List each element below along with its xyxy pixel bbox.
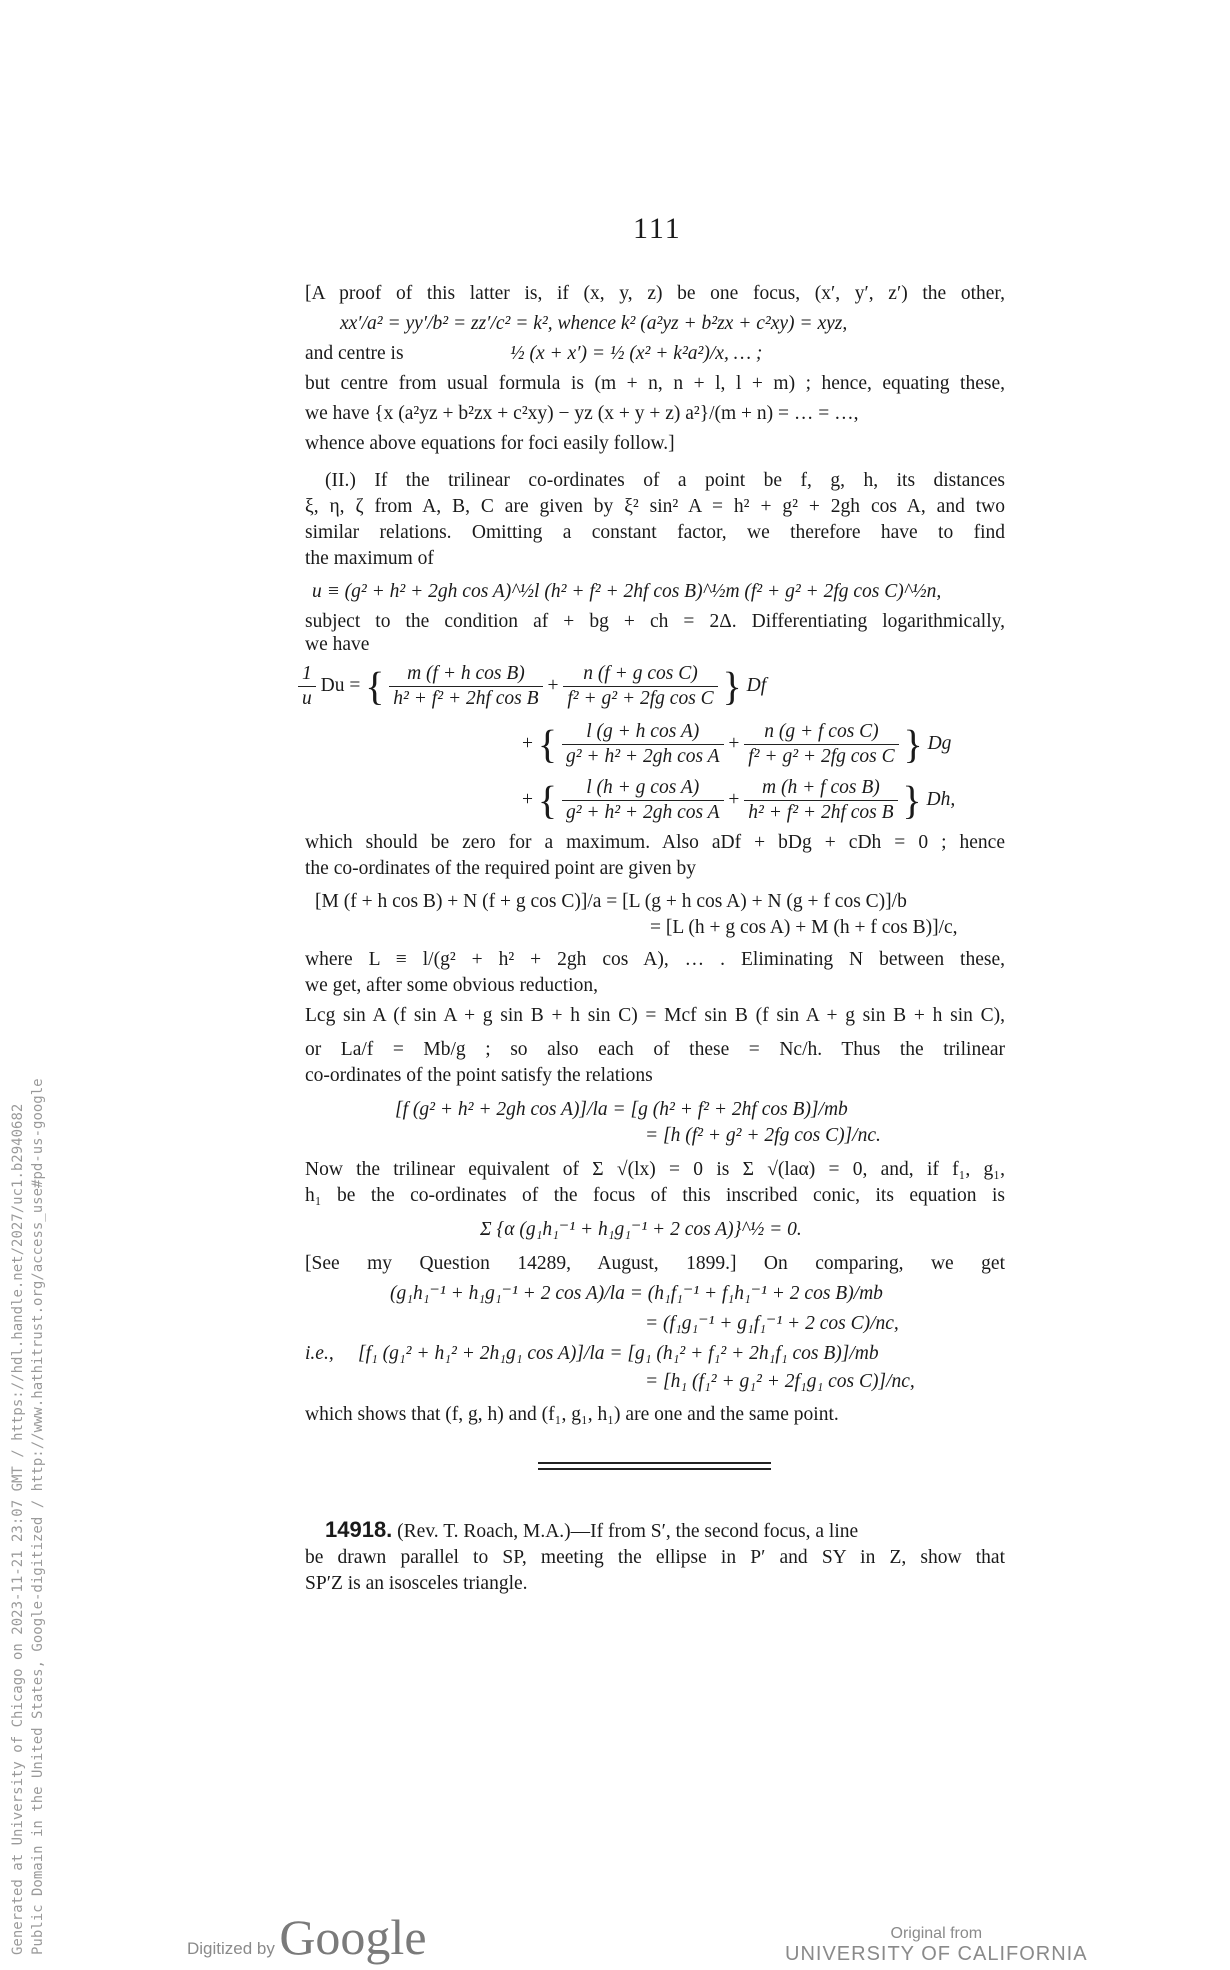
after-line-15: [See my Question 14289, August, 1899.] On comparing, we get — [305, 1253, 1005, 1274]
question-line-1 — [325, 1518, 1005, 1544]
proof-line-5: we have {x (a²yz + b²zx + c²xy) − yz (x + y + z) a²}/(m + n) = … = …, — [305, 403, 859, 424]
deriv-row-3: + { $\frac{\text{l (h + g cos A)}}{\text{g² + h² + 2gh cos A}}$ + $\frac{\text{m (h + f cos B)}}{\text{h² + f² + 2hf cos B}}$ } Dh, — [522, 777, 956, 823]
lhs-fraction: $\frac{1}{u}$ — [298, 662, 316, 711]
after-line-2: the co-ordinates of the required point are given by — [305, 858, 696, 879]
after-line-11: = [h (f² + g² + 2fg cos C)]/nc. — [645, 1125, 881, 1146]
part2-line-2: ξ, η, ζ from A, B, C are given by ξ² sin² A = h² + g² + 2gh cos A, and two — [305, 496, 1005, 517]
fraction: $\frac{\text{m (f + h cos B)}}{\text{h² + f² + 2hf cos B}}$ — [389, 662, 542, 711]
right-brace: } — [722, 663, 742, 709]
question-number: 14918. — [325, 1517, 393, 1542]
divider-bottom — [538, 1468, 771, 1470]
fraction: $\frac{\text{m (h + f cos B)}}{\text{h² + f² + 2hf cos B}}$ — [744, 776, 897, 825]
watermark-line-1: Generated at University of Chicago on 2023-11-21 23:07 GMT / https://hdl.handle.net/2027/uc1.b2940682 — [10, 1103, 26, 1955]
after-line-5: where L ≡ l/(g² + h² + 2gh cos A), … . Eliminating N between these, — [305, 949, 1005, 970]
equation-u: u ≡ (g² + h² + 2gh cos A)^½l (h² + f² + 2hf cos B)^½m (f² + g² + 2fg cos C)^½n, — [312, 581, 942, 602]
hathitrust-watermark — [8, 1078, 48, 1955]
proof-line-2: xx′/a² = yy′/b² = zz′/c² = k², whence k² (a²yz + b²zx + c²xy) = xyz, — [340, 313, 848, 334]
after-line-14: Σ {α (g₁h₁⁻¹ + h₁g₁⁻¹ + 2 cos A)}^½ = 0. — [480, 1219, 802, 1240]
left-brace: { — [537, 721, 558, 767]
after-line-16: (g₁h₁⁻¹ + h₁g₁⁻¹ + 2 cos A)/la = (h₁f₁⁻¹ + f₁h₁⁻¹ + 2 cos B)/mb — [390, 1283, 883, 1304]
institution-name: UNIVERSITY OF CALIFORNIA — [785, 1943, 1088, 1965]
after-line-12: Now the trilinear equivalent of Σ √(lx) = 0 is Σ √(laα) = 0, and, if f₁, g₁, — [305, 1159, 1005, 1180]
page-number: 111 — [633, 212, 682, 245]
proof-line-1: [A proof of this latter is, if (x, y, z) be one focus, (x′, y′, z′) the other, — [305, 283, 1005, 304]
original-from-label: Original from — [890, 1925, 983, 1942]
divider-top — [538, 1462, 771, 1464]
digitized-by-google — [187, 1908, 427, 1966]
after-line-4: = [L (h + g cos A) + M (h + f cos B)]/c, — [650, 917, 958, 938]
deriv-row-2: + { $\frac{\text{l (g + h cos A)}}{\text{g² + h² + 2gh cos A}}$ + $\frac{\text{n (g + f cos C)}}{\text{f² + g² + 2fg cos C}}$ } Dg — [522, 721, 952, 767]
after-line-13: h₁ be the co-ordinates of the focus of this inscribed conic, its equation is — [305, 1185, 1005, 1206]
after-line-7: Lcg sin A (f sin A + g sin B + h sin C) = Mcf sin B (f sin A + g sin B + h sin C), — [305, 1005, 1005, 1026]
left-brace: { — [365, 663, 385, 709]
original-from — [785, 1925, 1088, 1966]
question-line-3: SP′Z is an isosceles triangle. — [305, 1573, 528, 1594]
part2-line-3: similar relations. Omitting a constant factor, we therefore have to find — [305, 522, 1005, 543]
part2-line-4: the maximum of — [305, 548, 434, 569]
deriv-row-1: $\frac{1}{u}$ Du = { $\frac{\text{m (f + h cos B)}}{\text{h² + f² + 2hf cos B}}$ + $\frac{\text{n (f + g cos C)}}{\text{f² + g² + 2fg cos C}}$ } Df — [298, 662, 766, 711]
fraction: $\frac{\text{l (g + h cos A)}}{\text{g² + h² + 2gh cos A}}$ — [562, 720, 724, 769]
after-line-10: [f (g² + h² + 2gh cos A)]/la = [g (h² + f² + 2hf cos B)]/mb — [395, 1099, 848, 1120]
proof-line-6: whence above equations for foci easily follow.] — [305, 433, 675, 454]
after-line-20: which shows that (f, g, h) and (f₁, g₁, h₁) are one and the same point. — [305, 1404, 839, 1425]
watermark-line-2: Public Domain in the United States, Google-digitized / http://www.hathitrust.org/access_use#pd-us-google — [30, 1078, 46, 1955]
proof-line-3b: ½ (x + x′) = ½ (x² + k²a²)/x, … ; — [510, 343, 763, 364]
right-brace: } — [902, 777, 922, 823]
after-line-18b: [f₁ (g₁² + h₁² + 2h₁g₁ cos A)]/la = [g₁ (h₁² + f₁² + 2h₁f₁ cos B)]/mb — [358, 1343, 879, 1364]
after-line-3: [M (f + h cos B) + N (f + g cos C)]/a = [L (g + h cos A) + N (g + f cos C)]/b — [315, 891, 907, 912]
google-logo: Google — [279, 1909, 427, 1965]
after-line-19: = [h₁ (f₁² + g₁² + 2f₁g₁ cos C)]/nc, — [645, 1371, 915, 1392]
digitized-label: Digitized by — [187, 1939, 275, 1958]
after-line-17: = (f₁g₁⁻¹ + g₁f₁⁻¹ + 2 cos C)/nc, — [645, 1313, 899, 1334]
part2-line-6: we have — [305, 634, 370, 655]
proof-line-4: but centre from usual formula is (m + n, n + l, l + m) ; hence, equating these, — [305, 373, 1005, 394]
after-line-6: we get, after some obvious reduction, — [305, 975, 598, 996]
after-line-9: co-ordinates of the point satisfy the relations — [305, 1065, 653, 1086]
part2-line-5: subject to the condition af + bg + ch = 2Δ. Differentiating logarithmically, — [305, 611, 1005, 632]
part2-line-1: (II.) If the trilinear co-ordinates of a point be f, g, h, its distances — [325, 470, 1005, 491]
proof-line-3a: and centre is — [305, 343, 404, 364]
lhs-op: Du = — [320, 674, 361, 696]
fraction: $\frac{\text{n (f + g cos C)}}{\text{f² + g² + 2fg cos C}}$ — [563, 662, 717, 711]
fraction: $\frac{\text{n (g + f cos C)}}{\text{f² + g² + 2fg cos C}}$ — [744, 720, 898, 769]
question-text-1: (Rev. T. Roach, M.A.)—If from S′, the second focus, a line — [397, 1521, 859, 1542]
fraction: $\frac{\text{l (h + g cos A)}}{\text{g² + h² + 2gh cos A}}$ — [562, 776, 724, 825]
after-line-8: or La/f = Mb/g ; so also each of these = Nc/h. Thus the trilinear — [305, 1039, 1005, 1060]
left-brace: { — [537, 777, 558, 823]
after-line-1: which should be zero for a maximum. Also aDf + bDg + cDh = 0 ; hence — [305, 832, 1005, 853]
question-line-2: be drawn parallel to SP, meeting the ellipse in P′ and SY in Z, show that — [305, 1547, 1005, 1568]
after-line-18a: i.e., — [305, 1343, 334, 1364]
right-brace: } — [903, 721, 923, 767]
